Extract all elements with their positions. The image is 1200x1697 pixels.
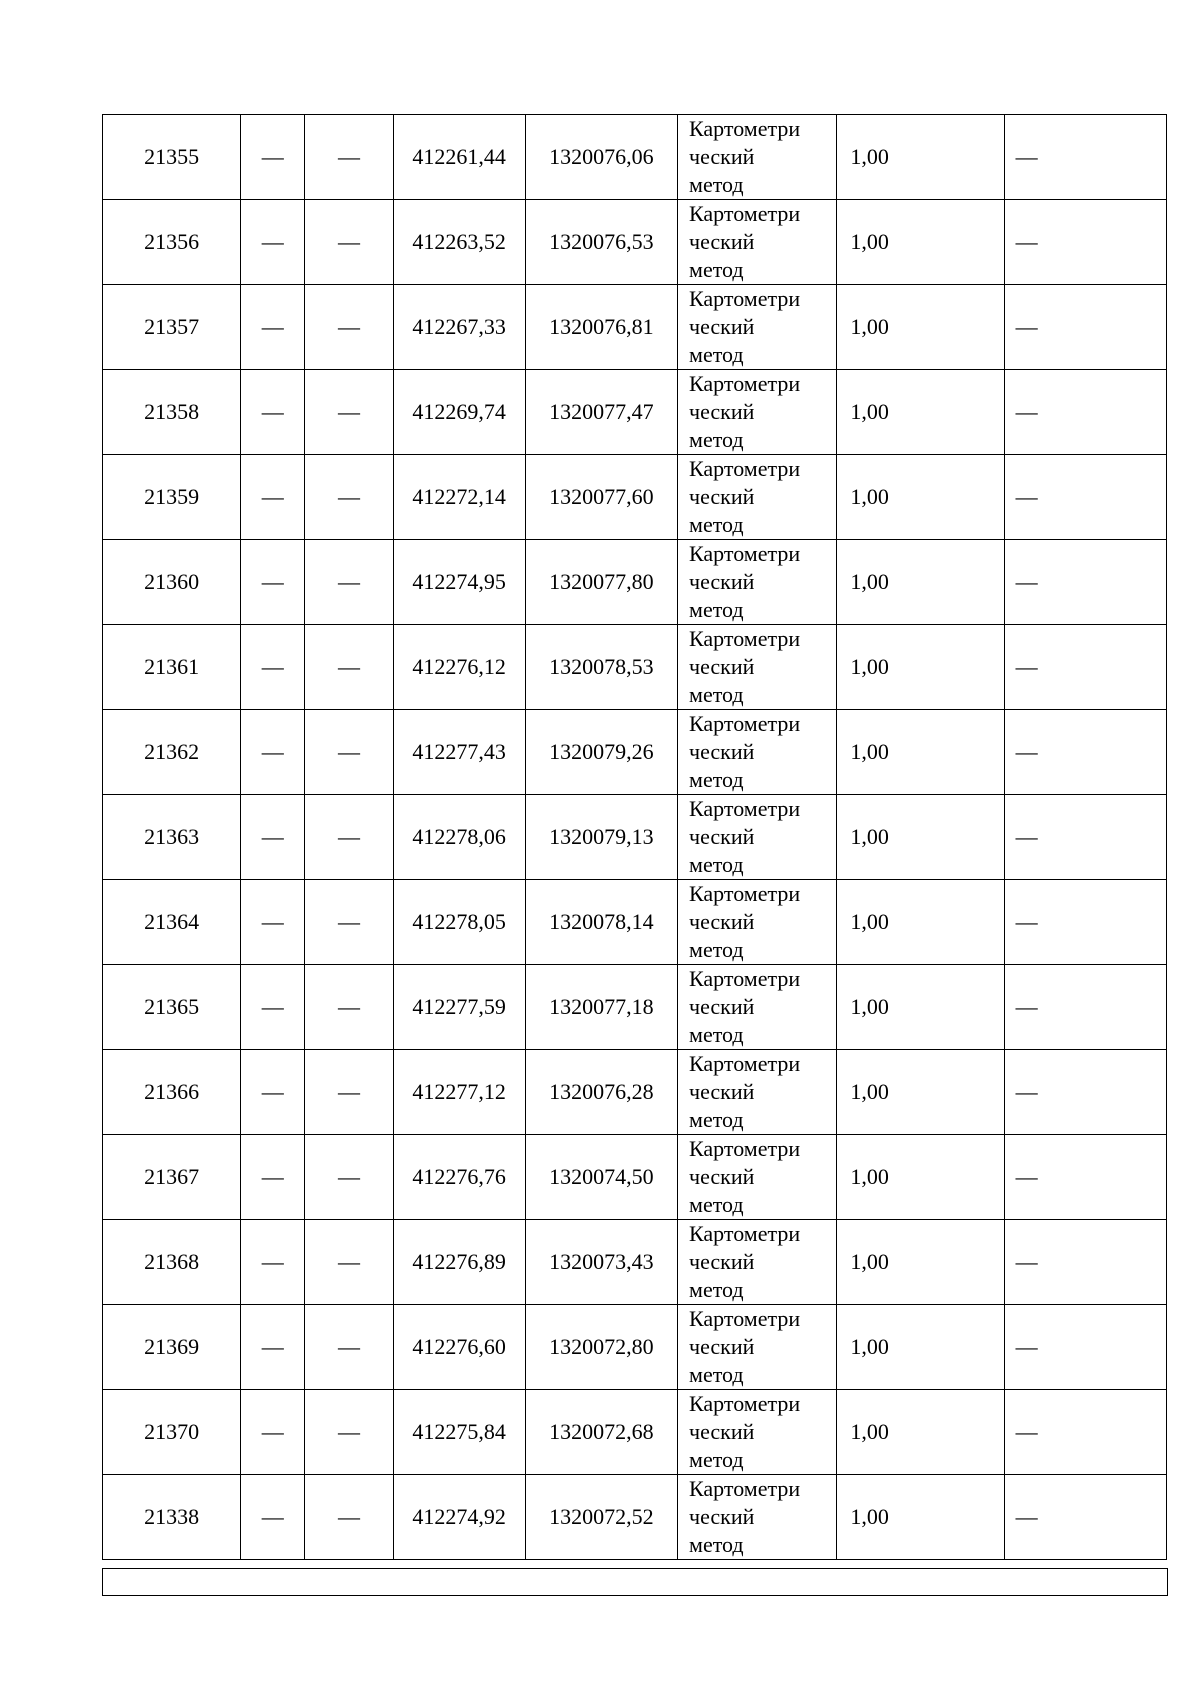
old-x-cell: — <box>241 540 305 625</box>
description-cell: — <box>1004 200 1166 285</box>
accuracy-cell: 1,00 <box>837 965 1004 1050</box>
x-coordinate-cell: 412278,06 <box>393 795 525 880</box>
method-text: Картометри ческий метод <box>689 711 801 792</box>
accuracy-cell: 1,00 <box>837 880 1004 965</box>
old-y-cell: — <box>305 1390 393 1475</box>
method-text: Картометри ческий метод <box>689 1051 801 1132</box>
old-x-cell: — <box>241 625 305 710</box>
old-x-cell: — <box>241 1390 305 1475</box>
method-cell <box>678 1305 837 1390</box>
x-coordinate-cell: 412276,89 <box>393 1220 525 1305</box>
y-coordinate-cell: 1320077,47 <box>525 370 677 455</box>
x-coordinate-cell: 412274,92 <box>393 1475 525 1560</box>
old-y-cell: — <box>305 795 393 880</box>
description-cell: — <box>1004 795 1166 880</box>
x-coordinate-cell: 412277,59 <box>393 965 525 1050</box>
description-cell: — <box>1004 370 1166 455</box>
description-cell: — <box>1004 1050 1166 1135</box>
method-cell <box>678 880 837 965</box>
table-row <box>103 115 1167 200</box>
description-cell: — <box>1004 880 1166 965</box>
old-x-cell: — <box>241 200 305 285</box>
method-cell <box>678 1135 837 1220</box>
old-y-cell: — <box>305 710 393 795</box>
old-y-cell: — <box>305 200 393 285</box>
point-number-cell: 21364 <box>103 880 241 965</box>
x-coordinate-cell: 412267,33 <box>393 285 525 370</box>
old-x-cell: — <box>241 1050 305 1135</box>
description-cell: — <box>1004 115 1166 200</box>
method-cell <box>678 1475 837 1560</box>
method-text: Картометри ческий метод <box>689 286 801 367</box>
accuracy-cell: 1,00 <box>837 1475 1004 1560</box>
y-coordinate-cell: 1320073,43 <box>525 1220 677 1305</box>
y-coordinate-cell: 1320079,13 <box>525 795 677 880</box>
point-number-cell: 21370 <box>103 1390 241 1475</box>
old-y-cell: — <box>305 285 393 370</box>
method-text: Картометри ческий метод <box>689 456 801 537</box>
table-row <box>103 1220 1167 1305</box>
method-text: Картометри ческий метод <box>689 796 801 877</box>
old-y-cell: — <box>305 1135 393 1220</box>
table-row <box>103 285 1167 370</box>
old-x-cell: — <box>241 370 305 455</box>
y-coordinate-cell: 1320078,53 <box>525 625 677 710</box>
y-coordinate-cell: 1320078,14 <box>525 880 677 965</box>
x-coordinate-cell: 412274,95 <box>393 540 525 625</box>
description-cell: — <box>1004 1390 1166 1475</box>
method-text: Картометри ческий метод <box>689 201 801 282</box>
method-text: Картометри ческий метод <box>689 1391 801 1472</box>
method-cell <box>678 200 837 285</box>
accuracy-cell: 1,00 <box>837 1305 1004 1390</box>
method-cell <box>678 285 837 370</box>
x-coordinate-cell: 412275,84 <box>393 1390 525 1475</box>
table-row <box>103 625 1167 710</box>
description-cell: — <box>1004 1475 1166 1560</box>
old-y-cell: — <box>305 880 393 965</box>
old-x-cell: — <box>241 1305 305 1390</box>
accuracy-cell: 1,00 <box>837 115 1004 200</box>
table-row <box>103 1050 1167 1135</box>
method-cell <box>678 115 837 200</box>
method-cell <box>678 710 837 795</box>
description-cell: — <box>1004 1135 1166 1220</box>
old-x-cell: — <box>241 1475 305 1560</box>
table-row <box>103 795 1167 880</box>
table-footer-row <box>102 1568 1168 1596</box>
description-cell: — <box>1004 710 1166 795</box>
description-cell: — <box>1004 965 1166 1050</box>
old-y-cell: — <box>305 455 393 540</box>
y-coordinate-cell: 1320076,06 <box>525 115 677 200</box>
y-coordinate-cell: 1320077,80 <box>525 540 677 625</box>
method-cell <box>678 370 837 455</box>
accuracy-cell: 1,00 <box>837 370 1004 455</box>
y-coordinate-cell: 1320076,53 <box>525 200 677 285</box>
x-coordinate-cell: 412277,43 <box>393 710 525 795</box>
old-y-cell: — <box>305 1305 393 1390</box>
method-cell <box>678 1050 837 1135</box>
method-text: Картометри ческий метод <box>689 1221 801 1302</box>
table-row <box>103 370 1167 455</box>
point-number-cell: 21356 <box>103 200 241 285</box>
x-coordinate-cell: 412276,76 <box>393 1135 525 1220</box>
accuracy-cell: 1,00 <box>837 455 1004 540</box>
table-row <box>103 540 1167 625</box>
method-text: Картометри ческий метод <box>689 881 801 962</box>
point-number-cell: 21368 <box>103 1220 241 1305</box>
accuracy-cell: 1,00 <box>837 1050 1004 1135</box>
table-row <box>103 1135 1167 1220</box>
y-coordinate-cell: 1320072,80 <box>525 1305 677 1390</box>
point-number-cell: 21360 <box>103 540 241 625</box>
accuracy-cell: 1,00 <box>837 1390 1004 1475</box>
method-text: Картометри ческий метод <box>689 371 801 452</box>
y-coordinate-cell: 1320072,52 <box>525 1475 677 1560</box>
accuracy-cell: 1,00 <box>837 795 1004 880</box>
x-coordinate-cell: 412272,14 <box>393 455 525 540</box>
method-text: Картометри ческий метод <box>689 541 801 622</box>
accuracy-cell: 1,00 <box>837 625 1004 710</box>
old-x-cell: — <box>241 880 305 965</box>
method-cell <box>678 540 837 625</box>
old-x-cell: — <box>241 965 305 1050</box>
accuracy-cell: 1,00 <box>837 200 1004 285</box>
method-cell <box>678 1220 837 1305</box>
x-coordinate-cell: 412269,74 <box>393 370 525 455</box>
table-row <box>103 1390 1167 1475</box>
old-x-cell: — <box>241 285 305 370</box>
old-y-cell: — <box>305 1220 393 1305</box>
old-x-cell: — <box>241 710 305 795</box>
y-coordinate-cell: 1320077,18 <box>525 965 677 1050</box>
accuracy-cell: 1,00 <box>837 285 1004 370</box>
old-x-cell: — <box>241 115 305 200</box>
point-number-cell: 21363 <box>103 795 241 880</box>
point-number-cell: 21369 <box>103 1305 241 1390</box>
old-y-cell: — <box>305 540 393 625</box>
point-number-cell: 21361 <box>103 625 241 710</box>
old-y-cell: — <box>305 370 393 455</box>
y-coordinate-cell: 1320076,81 <box>525 285 677 370</box>
method-cell <box>678 455 837 540</box>
x-coordinate-cell: 412277,12 <box>393 1050 525 1135</box>
table-row <box>103 455 1167 540</box>
table-row <box>103 200 1167 285</box>
old-x-cell: — <box>241 455 305 540</box>
old-y-cell: — <box>305 625 393 710</box>
accuracy-cell: 1,00 <box>837 540 1004 625</box>
x-coordinate-cell: 412278,05 <box>393 880 525 965</box>
coordinates-table <box>102 114 1167 1560</box>
method-cell <box>678 795 837 880</box>
y-coordinate-cell: 1320079,26 <box>525 710 677 795</box>
old-y-cell: — <box>305 965 393 1050</box>
point-number-cell: 21338 <box>103 1475 241 1560</box>
point-number-cell: 21367 <box>103 1135 241 1220</box>
method-cell <box>678 965 837 1050</box>
description-cell: — <box>1004 540 1166 625</box>
accuracy-cell: 1,00 <box>837 1220 1004 1305</box>
method-text: Картометри ческий метод <box>689 116 801 197</box>
description-cell: — <box>1004 455 1166 540</box>
method-text: Картометри ческий метод <box>689 1476 801 1557</box>
description-cell: — <box>1004 1305 1166 1390</box>
point-number-cell: 21366 <box>103 1050 241 1135</box>
old-y-cell: — <box>305 115 393 200</box>
table-body <box>103 115 1167 1560</box>
table-row <box>103 710 1167 795</box>
point-number-cell: 21365 <box>103 965 241 1050</box>
method-cell <box>678 1390 837 1475</box>
method-text: Картометри ческий метод <box>689 966 801 1047</box>
table-row <box>103 965 1167 1050</box>
y-coordinate-cell: 1320077,60 <box>525 455 677 540</box>
description-cell: — <box>1004 625 1166 710</box>
accuracy-cell: 1,00 <box>837 1135 1004 1220</box>
accuracy-cell: 1,00 <box>837 710 1004 795</box>
y-coordinate-cell: 1320076,28 <box>525 1050 677 1135</box>
method-text: Картометри ческий метод <box>689 1306 801 1387</box>
old-x-cell: — <box>241 1135 305 1220</box>
old-x-cell: — <box>241 1220 305 1305</box>
table-row <box>103 880 1167 965</box>
table-row <box>103 1475 1167 1560</box>
point-number-cell: 21357 <box>103 285 241 370</box>
old-x-cell: — <box>241 795 305 880</box>
point-number-cell: 21362 <box>103 710 241 795</box>
point-number-cell: 21355 <box>103 115 241 200</box>
old-y-cell: — <box>305 1050 393 1135</box>
table-row <box>103 1305 1167 1390</box>
description-cell: — <box>1004 1220 1166 1305</box>
point-number-cell: 21359 <box>103 455 241 540</box>
method-text: Картометри ческий метод <box>689 626 801 707</box>
method-text: Картометри ческий метод <box>689 1136 801 1217</box>
old-y-cell: — <box>305 1475 393 1560</box>
y-coordinate-cell: 1320074,50 <box>525 1135 677 1220</box>
method-cell <box>678 625 837 710</box>
y-coordinate-cell: 1320072,68 <box>525 1390 677 1475</box>
description-cell: — <box>1004 285 1166 370</box>
point-number-cell: 21358 <box>103 370 241 455</box>
x-coordinate-cell: 412263,52 <box>393 200 525 285</box>
x-coordinate-cell: 412276,60 <box>393 1305 525 1390</box>
x-coordinate-cell: 412276,12 <box>393 625 525 710</box>
x-coordinate-cell: 412261,44 <box>393 115 525 200</box>
